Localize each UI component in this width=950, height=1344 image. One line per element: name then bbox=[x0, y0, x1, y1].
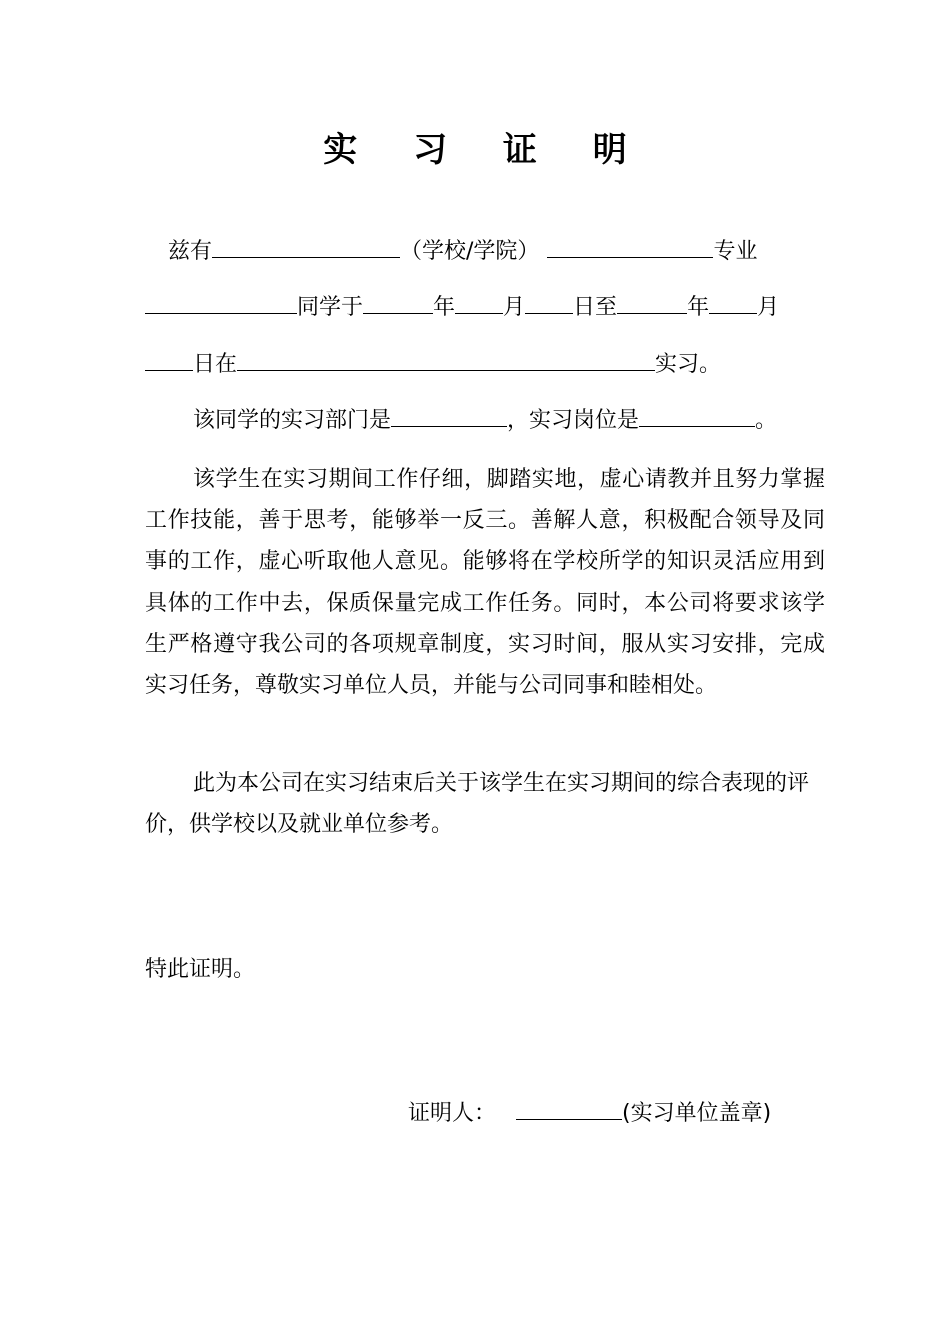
start-day-blank[interactable] bbox=[525, 293, 573, 314]
school-label: （学校/学院） bbox=[400, 239, 540, 264]
start-month-blank[interactable] bbox=[455, 293, 503, 314]
intro-line-2 bbox=[145, 292, 779, 324]
closing-text: 特此证明。 bbox=[145, 957, 256, 982]
department-blank[interactable] bbox=[391, 406, 507, 427]
end-year-label: 年 bbox=[687, 295, 710, 320]
intern-label: 实习。 bbox=[655, 352, 722, 377]
signature-line bbox=[408, 1098, 771, 1130]
start-year-blank[interactable] bbox=[363, 293, 433, 314]
end-day-at-label: 日在 bbox=[193, 352, 238, 377]
summary-paragraph: 此为本公司在实习结束后关于该学生在实习期间的综合表现的评价，供学校以及就业单位参考。 bbox=[145, 771, 810, 837]
major-label: 专业 bbox=[713, 239, 758, 264]
department-prefix: 该同学的实习部门是 bbox=[193, 408, 392, 433]
start-day-to-label: 日至 bbox=[573, 295, 618, 320]
position-label: ，实习岗位是 bbox=[507, 408, 640, 433]
department-line bbox=[193, 405, 777, 437]
signature-label: 证明人： bbox=[408, 1101, 497, 1126]
position-blank[interactable] bbox=[639, 406, 755, 427]
student-name-blank[interactable] bbox=[145, 293, 297, 314]
intro-line-3 bbox=[145, 349, 721, 381]
signature-blank[interactable] bbox=[516, 1099, 622, 1120]
school-blank[interactable] bbox=[212, 237, 400, 258]
page-title: 实 习 证 明 bbox=[323, 130, 649, 170]
major-blank[interactable] bbox=[547, 237, 713, 258]
department-suffix: 。 bbox=[755, 408, 778, 433]
start-month-label: 月 bbox=[503, 295, 526, 320]
end-month-blank[interactable] bbox=[709, 293, 757, 314]
intro-line-1 bbox=[168, 236, 757, 268]
end-year-blank[interactable] bbox=[617, 293, 687, 314]
intro-prefix: 兹有 bbox=[168, 239, 213, 264]
company-blank[interactable] bbox=[237, 350, 655, 371]
evaluation-paragraph: 该学生在实习期间工作仔细，脚踏实地，虚心请教并且努力掌握工作技能，善于思考，能够举一反三。善解人意，积极配合领导及同事的工作，虚心听取他人意见。能够将在学校所学的知识灵活应用到具体的工作中去，保质保量完成工作任务。同时，本公司将要求该学生严格遵守我公司的各项规章制度，实习时间，服从实习安排，完成实习任务，尊敬实习单位人员，并能与公司同事和睦相处。 bbox=[145, 467, 825, 699]
student-label: 同学于 bbox=[297, 295, 364, 320]
end-day-blank[interactable] bbox=[145, 350, 193, 371]
start-year-label: 年 bbox=[433, 295, 456, 320]
end-month-label: 月 bbox=[757, 295, 780, 320]
stamp-note: (实习单位盖章) bbox=[622, 1101, 772, 1126]
